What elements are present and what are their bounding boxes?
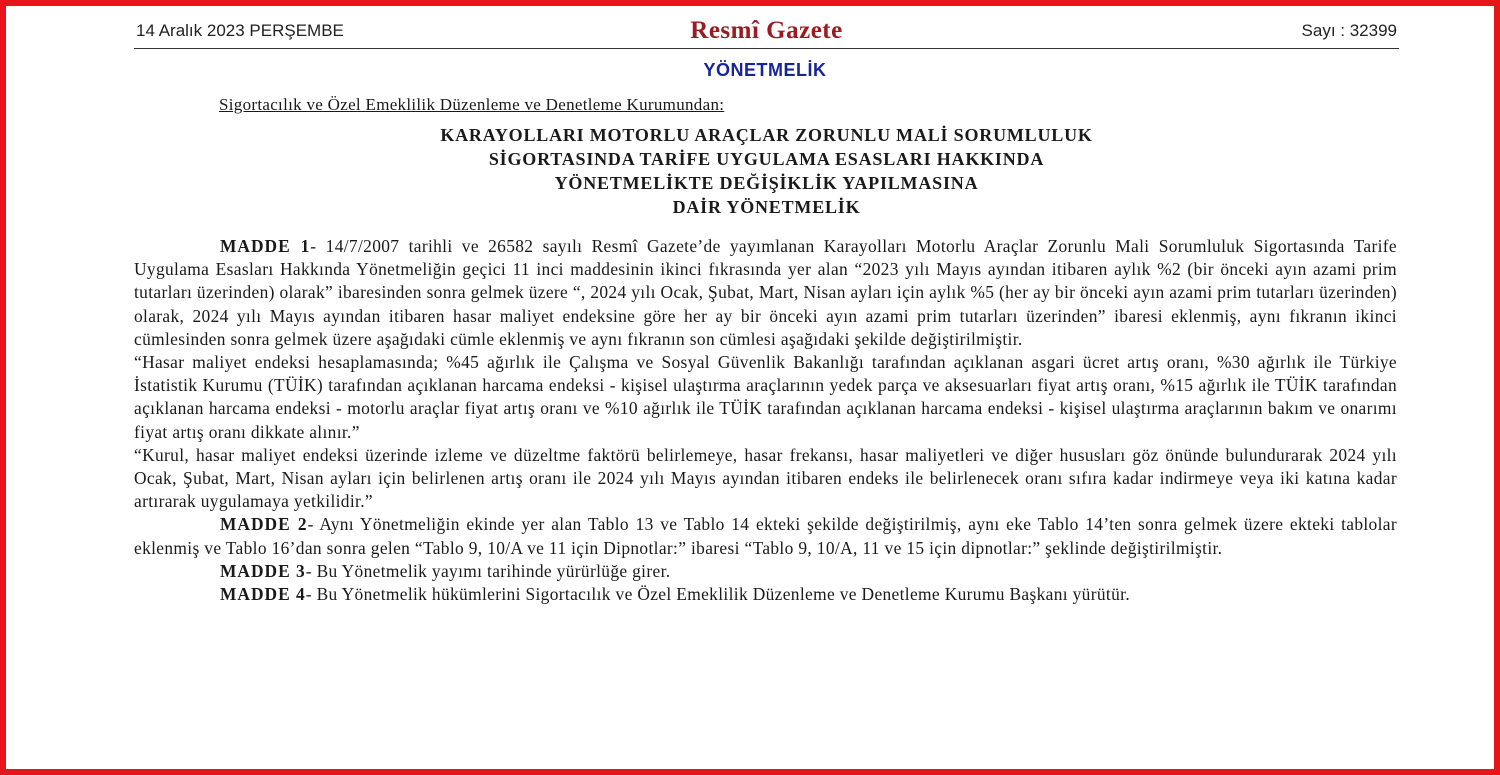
article-1-quote-1: “Hasar maliyet endeksi hesaplamasında; %45 ağırlık ile Çalışma ve Sosyal Güvenlik Bakanlığı tarafından açıklanan asgari ücret artış oranı, %30 ağırlık ile Türkiye İstatistik Kurumu (TÜİK) tarafından açıklanan harcama endeksi - kişisel ulaştırma araçlarının yedek parça ve aksesuarları fiyat artış oranı, %15 ağırlık ile TÜİK tarafından açıklanan harcama endeksi - motorlu araçlar fiyat artış oranı ve %10 ağırlık ile TÜİK tarafından açıklanan harcama endeksi - kişisel ulaştırma araçlarının bakım ve onarımı fiyat artış oranı dikkate alınır.” [134,352,1397,442]
article-4-label: MADDE 4 [220,584,306,605]
article-2-label: MADDE 2 [220,514,308,535]
regulation-title-line: YÖNETMELİKTE DEĞİŞİKLİK YAPILMASINA [554,173,979,193]
article-1-text: - 14/7/2007 tarihli ve 26582 sayılı Resmî Gazete’de yayımlanan Karayolları Motorlu Araçlar Zorunlu Mali Sorumluluk Sigortasında Tarife Uygulama Esasları Hakkında Yönetmeliğin geçici 11 inci maddesinin ikinci fıkrasında yer alan “2023 yılı Mayıs ayından itibaren aylık %2 (bir önceki ayın azami prim tutarları üzerinden) olarak” ibaresinden sonra gelmek üzere “, 2024 yılı Ocak, Şubat, Mart, Nisan ayları için aylık %5 (her ay bir önceki ayın azami prim tutarları üzerinden) olarak, 2024 yılı Mayıs ayından itibaren hasar maliyet endeksine göre her ay bir önceki ayın azami prim tutarları üzerinden” ibaresi eklenmiş, aynı fıkranın ikinci cümlesinden sonra gelmek üzere aşağıdaki cümle eklenmiş ve aynı fıkranın son cümlesi aşağıdaki şekilde değiştirilmiştir. [134,236,1398,349]
regulation-body [134,235,1397,606]
article-1 [134,235,1397,351]
article-4-text: - Bu Yönetmelik hükümlerini Sigortacılık ve Özel Emeklilik Düzenleme ve Denetleme Kurumu Başkanı yürütür. [305,584,1131,605]
regulation-title-line: KARAYOLLARI MOTORLU ARAÇLAR ZORUNLU MALİ SORUMLULUK [440,125,1093,145]
regulation-title [134,123,1399,219]
article-2-text: - Aynı Yönetmeliğin ekinde yer alan Tablo 13 ve Tablo 14 ekteki şekilde değiştirilmiş, aynı eke Tablo 14’ten sonra gelmek üzere ekteki tablolar eklenmiş ve Tablo 16’dan sonra gelen “Tablo 9, 10/A ve 11 için Dipnotlar:” ibaresi “Tablo 9, 10/A, 11 ve 15 için dipnotlar:” şeklinde değiştirilmiştir. [134,514,1397,558]
institution-name: Sigortacılık ve Özel Emeklilik Düzenleme ve Denetleme Kurumundan: [219,95,725,114]
section-title: YÖNETMELİK [703,60,827,80]
issue-date: 14 Aralık 2023 PERŞEMBE [136,21,344,40]
article-3-label: MADDE 3 [220,560,306,581]
article-1-label: MADDE 1 [220,236,311,256]
regulation-title-line: SİGORTASINDA TARİFE UYGULAMA ESASLARI HAKKINDA [488,149,1045,169]
issue-number: Sayı : 32399 [1301,21,1397,40]
article-3-text: - Bu Yönetmelik yayımı tarihinde yürürlüğe girer. [305,560,671,581]
article-4 [134,583,1397,606]
regulation-title-line: DAİR YÖNETMELİK [672,197,861,217]
article-2 [134,513,1397,559]
gazette-title: Resmî Gazete [690,17,843,44]
article-1-quote-2: “Kurul, hasar maliyet endeksi üzerinde izleme ve düzeltme faktörü belirlemeye, hasar frekansı, hasar maliyetleri ve diğer hususları göz önünde bulundurarak 2024 yılı Ocak, Şubat, Mart, Nisan ayları için belirlenen artış oranı ile 2024 yılı Mayıs ayından itibaren endeks ile belirlenecek oranı sıfıra kadar indirmeye veya iki katına kadar artırarak uygulamaya yetkilidir.” [134,444,1397,512]
article-3 [134,560,1397,583]
gazette-header [134,16,1399,49]
